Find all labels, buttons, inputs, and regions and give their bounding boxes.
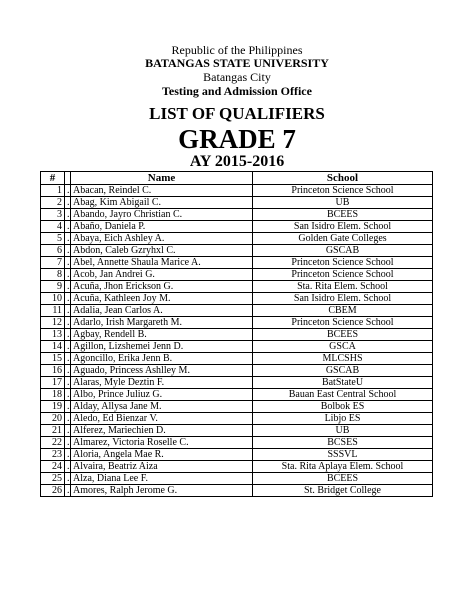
qualifier-name: Abaya, Eich Ashley A. (71, 233, 253, 245)
row-number: 17 (41, 377, 65, 389)
qualifier-school: UB (253, 425, 433, 437)
qualifier-school: UB (253, 197, 433, 209)
qualifier-school: San Isidro Elem. School (253, 221, 433, 233)
qualifier-name: Agbay, Rendell B. (71, 329, 253, 341)
table-row (41, 257, 433, 269)
qualifier-name: Abacan, Reindel C. (71, 185, 253, 197)
qualifier-school: BCEES (253, 329, 433, 341)
qualifier-name: Abag, Kim Abigail C. (71, 197, 253, 209)
table-row (41, 293, 433, 305)
row-number: 5 (41, 233, 65, 245)
qualifier-name: Agoncillo, Erika Jenn B. (71, 353, 253, 365)
table-row (41, 401, 433, 413)
qualifier-name: Acuña, Jhon Erickson G. (71, 281, 253, 293)
qualifier-name: Aguado, Princess Ashlley M. (71, 365, 253, 377)
city-line: Batangas City (203, 70, 271, 84)
qualifier-school: Sta. Rita Elem. School (253, 281, 433, 293)
row-number: 4 (41, 221, 65, 233)
row-number: 10 (41, 293, 65, 305)
qualifier-school: Sta. Rita Aplaya Elem. School (253, 461, 433, 473)
table-row (41, 461, 433, 473)
table-row (41, 413, 433, 425)
row-number: 25 (41, 473, 65, 485)
qualifier-school: GSCAB (253, 245, 433, 257)
table-row (41, 485, 433, 497)
republic-line: Republic of the Philippines (171, 43, 303, 57)
table-row (41, 305, 433, 317)
qualifier-school: Golden Gate Colleges (253, 233, 433, 245)
qualifier-name: Agillon, Lizshemei Jenn D. (71, 341, 253, 353)
row-number-dot: . (65, 365, 71, 377)
column-header-name: Name (71, 172, 253, 185)
qualifier-name: Acuña, Kathleen Joy M. (71, 293, 253, 305)
row-number-dot: . (65, 389, 71, 401)
qualifier-school: SSSVL (253, 449, 433, 461)
qualifier-school: Princeton Science School (253, 269, 433, 281)
row-number: 7 (41, 257, 65, 269)
row-number: 8 (41, 269, 65, 281)
qualifiers-table (40, 171, 433, 497)
table-row (41, 329, 433, 341)
table-row (41, 245, 433, 257)
row-number-dot: . (65, 449, 71, 461)
row-number-dot: . (65, 461, 71, 473)
academic-year: AY 2015-2016 (189, 153, 285, 170)
row-number-dot: . (65, 221, 71, 233)
row-number: 15 (41, 353, 65, 365)
row-number-dot: . (65, 425, 71, 437)
row-number-dot: . (65, 281, 71, 293)
row-number: 18 (41, 389, 65, 401)
qualifier-school: Bauan East Central School (253, 389, 433, 401)
qualifier-school: BatStateU (253, 377, 433, 389)
row-number: 13 (41, 329, 65, 341)
row-number: 2 (41, 197, 65, 209)
list-title: LIST OF QUALIFIERS (149, 104, 325, 123)
table-row (41, 377, 433, 389)
row-number-dot: . (65, 341, 71, 353)
qualifier-name: Albo, Prince Juliuz G. (71, 389, 253, 401)
table-row (41, 221, 433, 233)
row-number-dot: . (65, 197, 71, 209)
row-number: 12 (41, 317, 65, 329)
qualifier-school: Princeton Science School (253, 317, 433, 329)
row-number: 20 (41, 413, 65, 425)
row-number-dot: . (65, 485, 71, 497)
qualifier-name: Abdon, Caleb Gzryhxl C. (71, 245, 253, 257)
table-row (41, 281, 433, 293)
table-row (41, 197, 433, 209)
qualifier-name: Amores, Ralph Jerome G. (71, 485, 253, 497)
qualifier-school: Libjo ES (253, 413, 433, 425)
university-name: BATANGAS STATE UNIVERSITY (145, 56, 329, 70)
table-row (41, 389, 433, 401)
table-row (41, 341, 433, 353)
row-number-dot: . (65, 329, 71, 341)
table-header-row (41, 172, 433, 185)
qualifier-school: BCSES (253, 437, 433, 449)
office-name: Testing and Admission Office (162, 84, 312, 98)
qualifier-school: Princeton Science School (253, 185, 433, 197)
qualifier-name: Adarlo, Irish Margareth M. (71, 317, 253, 329)
qualifier-name: Abando, Jayro Christian C. (71, 209, 253, 221)
qualifier-school: MLCSHS (253, 353, 433, 365)
qualifier-name: Acob, Jan Andrei G. (71, 269, 253, 281)
row-number-dot: . (65, 353, 71, 365)
row-number: 1 (41, 185, 65, 197)
qualifier-school: CBEM (253, 305, 433, 317)
table-row (41, 425, 433, 437)
row-number-dot: . (65, 209, 71, 221)
qualifier-school: BCEES (253, 473, 433, 485)
row-number: 16 (41, 365, 65, 377)
qualifier-name: Alday, Allysa Jane M. (71, 401, 253, 413)
row-number-dot: . (65, 413, 71, 425)
qualifier-name: Almarez, Victoria Roselle C. (71, 437, 253, 449)
row-number: 23 (41, 449, 65, 461)
row-number: 14 (41, 341, 65, 353)
row-number: 6 (41, 245, 65, 257)
row-number-dot: . (65, 185, 71, 197)
row-number: 9 (41, 281, 65, 293)
row-number-dot: . (65, 233, 71, 245)
row-number-dot: . (65, 317, 71, 329)
grade-title: GRADE 7 (178, 124, 296, 154)
column-header-school: School (253, 172, 433, 185)
qualifier-school: Princeton Science School (253, 257, 433, 269)
table-row (41, 365, 433, 377)
qualifier-name: Alferez, Mariechien D. (71, 425, 253, 437)
qualifier-name: Abaño, Daniela P. (71, 221, 253, 233)
row-number-dot: . (65, 401, 71, 413)
qualifier-name: Alza, Diana Lee F. (71, 473, 253, 485)
row-number-dot: . (65, 245, 71, 257)
qualifier-name: Aloria, Angela Mae R. (71, 449, 253, 461)
row-number-dot: . (65, 305, 71, 317)
row-number-dot: . (65, 437, 71, 449)
row-number: 19 (41, 401, 65, 413)
qualifier-name: Alvaira, Beatriz Aiza (71, 461, 253, 473)
table-row (41, 209, 433, 221)
row-number-dot: . (65, 293, 71, 305)
qualifier-school: GSCA (253, 341, 433, 353)
table-row (41, 437, 433, 449)
row-number: 24 (41, 461, 65, 473)
qualifier-name: Abel, Annette Shaula Marice A. (71, 257, 253, 269)
row-number: 26 (41, 485, 65, 497)
qualifier-school: Bolbok ES (253, 401, 433, 413)
table-row (41, 473, 433, 485)
qualifier-school: BCEES (253, 209, 433, 221)
qualifier-name: Adalia, Jean Carlos A. (71, 305, 253, 317)
qualifier-school: San Isidro Elem. School (253, 293, 433, 305)
table-row (41, 449, 433, 461)
row-number: 22 (41, 437, 65, 449)
table-row (41, 185, 433, 197)
qualifier-school: GSCAB (253, 365, 433, 377)
row-number-dot: . (65, 473, 71, 485)
row-number-dot: . (65, 257, 71, 269)
column-header-number: # (41, 172, 65, 185)
table-row (41, 269, 433, 281)
row-number-dot: . (65, 377, 71, 389)
row-number: 3 (41, 209, 65, 221)
table-row (41, 353, 433, 365)
table-body (41, 185, 433, 497)
qualifier-name: Aledo, Ed Bienzar V. (71, 413, 253, 425)
qualifier-school: St. Bridget College (253, 485, 433, 497)
qualifier-name: Alaras, Myle Deztin F. (71, 377, 253, 389)
row-number: 11 (41, 305, 65, 317)
row-number-dot: . (65, 269, 71, 281)
row-number: 21 (41, 425, 65, 437)
table-row (41, 233, 433, 245)
table-row (41, 317, 433, 329)
